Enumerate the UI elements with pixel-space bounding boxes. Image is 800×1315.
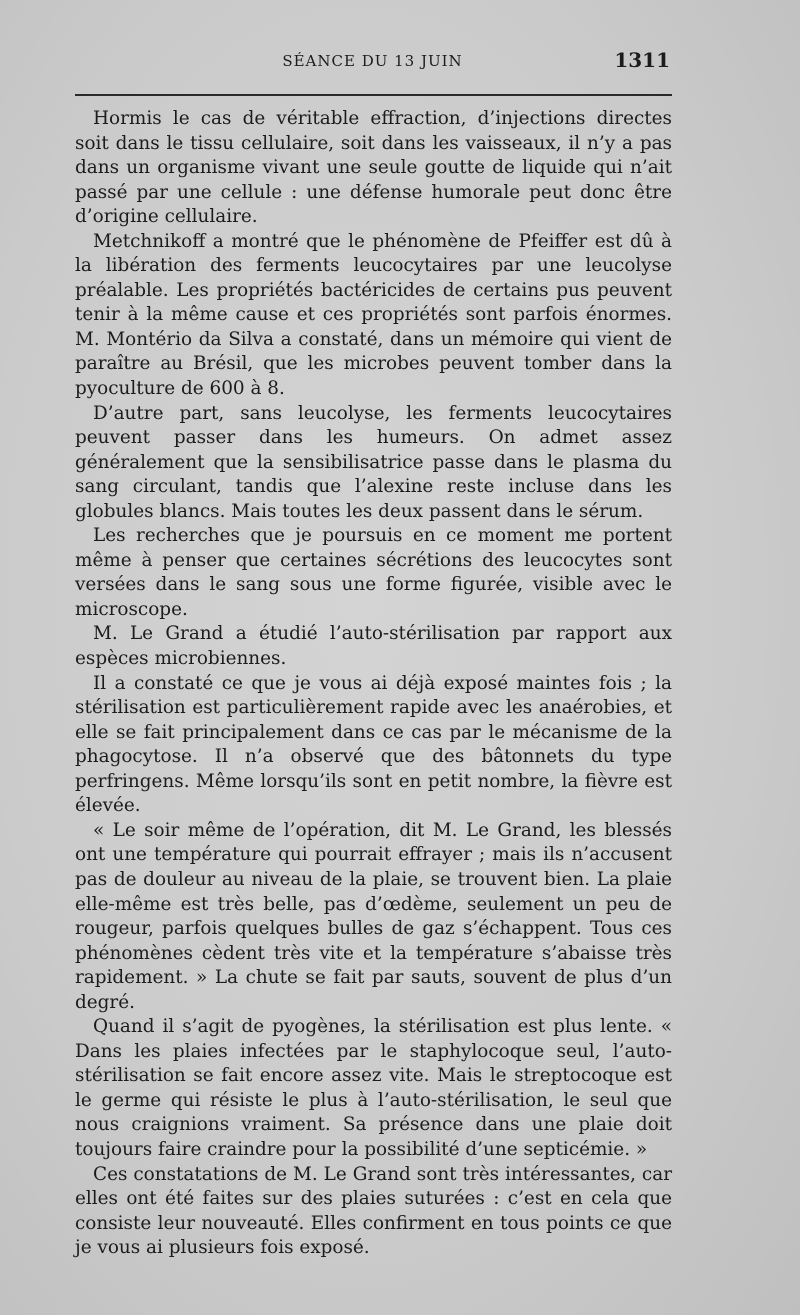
header-rule	[75, 94, 672, 96]
page-number: 1311	[614, 48, 670, 72]
paragraph: Les recherches que je poursuis en ce moment me portent même à penser que certaines sécrétions des leucocytes sont versées dans le sang sous une forme figurée, visible avec le microscope.	[75, 525, 672, 620]
paragraph: Quand il s’agit de pyogènes, la stérilisation est plus lente. « Dans les plaies infectées par le staphylocoque seul, l’auto-stérilisation se fait encore assez vite. Mais le streptocoque est le germe qui résiste le plus à l’auto-stérilisation, le seul que nous craignions vraiment. Sa présence dans une plaie doit toujours faire craindre pour la possibilité d’une septicémie. »	[75, 1016, 672, 1160]
running-title: SÉANCE DU 13 JUIN	[282, 52, 463, 70]
paragraph: D’autre part, sans leucolyse, les ferments leucocytaires peuvent passer dans les humeurs. On admet assez généralement que la sensibilisatrice passe dans le plasma du sang circulant, tandis que l’alexine reste incluse dans les globules blancs. Mais toutes les deux passent dans le sérum.	[75, 402, 672, 522]
paragraph: M. Le Grand a étudié l’auto-stérilisation par rapport aux espèces microbiennes.	[75, 623, 672, 670]
paragraph: Hormis le cas de véritable effraction, d’injections directes soit dans le tissu cellulaire, soit dans les vaisseaux, il n’y a pas dans un organisme vivant une seule goutte de liquide qui n’ait passé par une cellule : une défense humorale peut donc être d’origine cellulaire.	[75, 108, 672, 228]
paragraph: Ces constatations de M. Le Grand sont très intéressantes, car elles ont été faites sur des plaies suturées : c’est en cela que consiste leur nouveauté. Elles confirment en tous points ce que je vous ai plusieurs fois exposé.	[75, 1163, 672, 1259]
paragraph: Il a constaté ce que je vous ai déjà exposé maintes fois ; la stérilisation est particulièrement rapide avec les anaérobies, et elle se fait principalement dans ce cas par le mécanisme de la phagocytose. Il n’a observé que des bâtonnets du type perfringens. Même lorsqu’ils sont en petit nombre, la fièvre est élevée.	[75, 672, 672, 817]
body-text	[75, 107, 672, 1261]
page-header	[75, 48, 670, 78]
paragraph: « Le soir même de l’opération, dit M. Le Grand, les blessés ont une température qui pourrait effrayer ; mais ils n’accusent pas de douleur au niveau de la plaie, se trouvent bien. La plaie elle-même est très belle, pas d’œdème, seulement un peu de rougeur, parfois quelques bulles de gaz s’échappent. Tous ces phénomènes cèdent très vite et la température s’abaisse très rapidement. » La chute se fait par sauts, souvent de plus d’un degré.	[75, 819, 672, 1013]
paragraph: Metchnikoff a montré que le phénomène de Pfeiffer est dû à la libération des ferments leucocytaires par une leucolyse préalable. Les propriétés bactéricides de certains pus peuvent tenir à la même cause et ces propriétés sont parfois énormes. M. Montério da Silva a constaté, dans un mémoire qui vient de paraître au Brésil, que les microbes peuvent tomber dans la pyoculture de 600 à 8.	[75, 230, 672, 400]
